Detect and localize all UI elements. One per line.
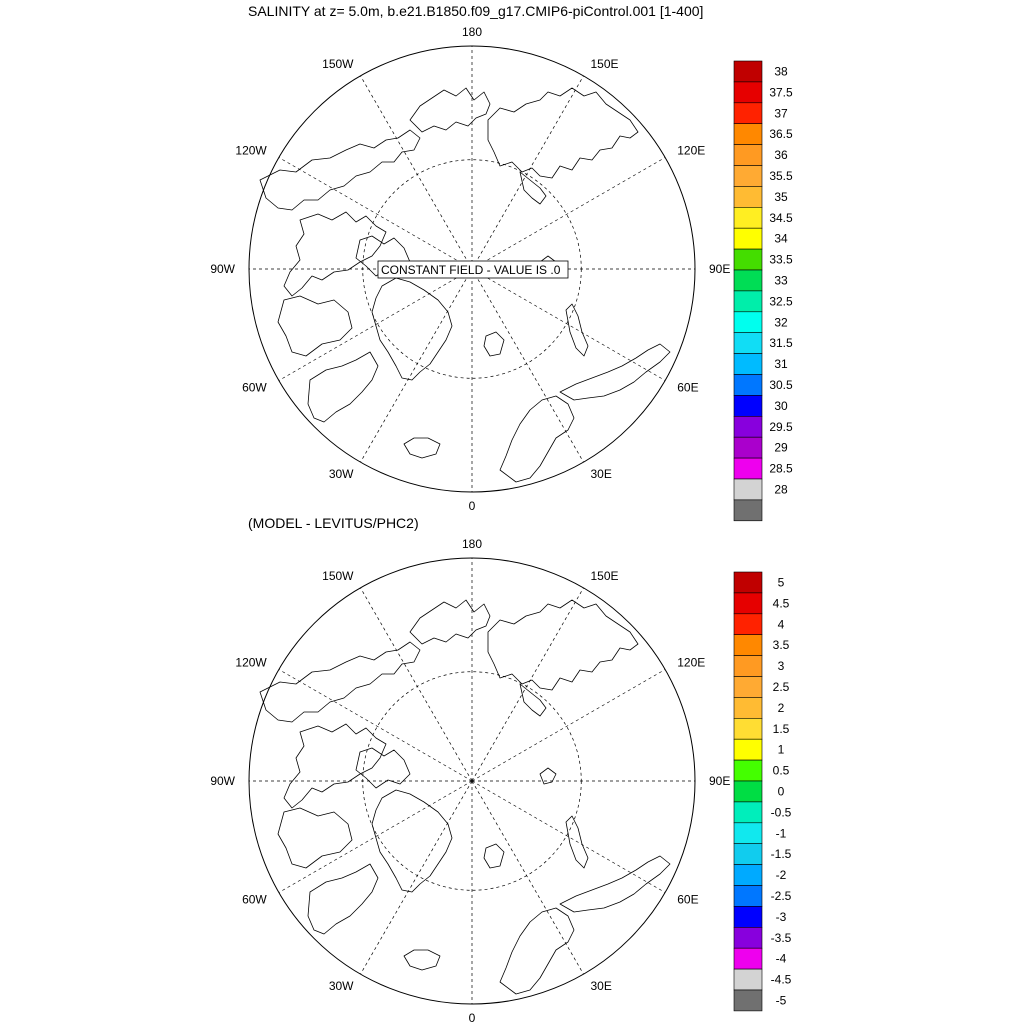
colorbar-swatch xyxy=(734,207,762,228)
colorbar-swatch xyxy=(734,82,762,103)
colorbar-label: -0.5 xyxy=(770,805,792,820)
coastline-iceland xyxy=(404,438,440,458)
colorbar-swatch xyxy=(734,145,762,166)
meridian-line xyxy=(472,269,584,462)
colorbar-label: 2 xyxy=(777,700,785,715)
coastline-alaska xyxy=(260,130,420,210)
lon-label: 150E xyxy=(590,568,619,583)
coastline-labrador xyxy=(308,352,378,422)
colorbar-label: 36 xyxy=(774,148,788,163)
coastline-hudson-bay xyxy=(278,296,352,356)
lon-label: 90W xyxy=(210,262,235,276)
colorbar-swatch xyxy=(734,739,762,760)
colorbar-label: 34 xyxy=(774,231,788,246)
colorbar-label: 36.5 xyxy=(769,127,793,142)
colorbar-label: 32.5 xyxy=(769,294,793,309)
meridian-line xyxy=(361,269,473,462)
panel-top xyxy=(210,3,793,521)
lon-label: 0 xyxy=(468,1011,476,1024)
colorbar-label: 2.5 xyxy=(772,679,790,694)
colorbar-label: 29.5 xyxy=(769,419,793,434)
colorbar-label: 33.5 xyxy=(769,252,793,267)
colorbar-label: 35 xyxy=(774,189,788,204)
meridian-line xyxy=(361,588,473,781)
polar-map-top xyxy=(210,25,730,513)
colorbar-swatch xyxy=(734,291,762,312)
lon-label: 90E xyxy=(709,774,731,788)
colorbar-swatch xyxy=(734,312,762,333)
colorbar-label: 1.5 xyxy=(772,721,790,736)
colorbar-swatch xyxy=(734,61,762,82)
coastline-canadian-archipelago xyxy=(356,748,410,788)
lon-label: 120E xyxy=(677,143,706,158)
coastline-hudson-bay xyxy=(278,808,352,868)
colorbar-swatch xyxy=(734,270,762,291)
colorbar-swatch xyxy=(734,458,762,479)
lon-label: 120W xyxy=(235,143,267,158)
colorbar-swatch xyxy=(734,906,762,927)
colorbar-label: 37.5 xyxy=(769,85,793,100)
constant-field-label xyxy=(378,261,568,278)
coastline-kola-russia xyxy=(560,856,670,912)
colorbar-swatch xyxy=(734,416,762,437)
panel-bottom-title: (MODEL - LEVITUS/PHC2) xyxy=(248,515,419,531)
colorbar-swatch xyxy=(734,823,762,844)
colorbar-label: 29 xyxy=(774,440,788,455)
lon-label: 90E xyxy=(709,262,731,276)
colorbar-swatch xyxy=(734,677,762,698)
coastline-svalbard xyxy=(484,332,504,356)
meridian-line xyxy=(472,588,584,781)
meridian-line xyxy=(472,670,665,782)
coastline-greenland xyxy=(372,790,452,892)
colorbar-swatch xyxy=(734,500,762,521)
colorbar-label: 35.5 xyxy=(769,168,793,183)
colorbar-swatch xyxy=(734,593,762,614)
colorbar-label: 4 xyxy=(777,617,785,632)
coastline-greenland xyxy=(372,278,452,380)
lon-label: 150E xyxy=(590,56,619,71)
lon-label: 180 xyxy=(461,537,483,551)
coastline-labrador xyxy=(308,864,378,934)
graticule-bottom xyxy=(249,558,695,1004)
constant-field-text: CONSTANT FIELD - VALUE IS .0 xyxy=(381,263,561,277)
colorbar-top xyxy=(734,61,793,521)
colorbar-label: 3.5 xyxy=(772,638,790,653)
colorbar-swatch xyxy=(734,354,762,375)
lon-label: 150W xyxy=(322,56,354,71)
lon-label: 120E xyxy=(677,655,706,670)
colorbar-label: 31 xyxy=(774,357,788,372)
colorbar-swatch xyxy=(734,103,762,124)
colorbar-label: 1 xyxy=(777,742,785,757)
coastline-taymyr xyxy=(520,172,546,204)
meridian-line xyxy=(472,76,584,269)
meridian-line xyxy=(361,76,473,269)
colorbar-bottom xyxy=(734,572,792,1011)
colorbar-swatch xyxy=(734,333,762,354)
colorbar-swatch xyxy=(734,635,762,656)
lon-label: 30E xyxy=(590,467,612,482)
colorbar-label: 32 xyxy=(774,315,788,330)
colorbar-swatch xyxy=(734,886,762,907)
colorbar-swatch xyxy=(734,969,762,990)
colorbar-swatch xyxy=(734,249,762,270)
colorbar-label: -1 xyxy=(775,826,787,841)
coastline-siberia xyxy=(488,88,638,178)
colorbar-swatch xyxy=(734,760,762,781)
polar-map-bottom xyxy=(210,537,730,1024)
panel-top-title: SALINITY at z= 5.0m, b.e21.B1850.f09_g17.CMIP6-piControl.001 [1-400] xyxy=(248,3,704,19)
colorbar-label: 28.5 xyxy=(769,461,793,476)
colorbar-label: 0.5 xyxy=(772,763,790,778)
colorbar-swatch xyxy=(734,166,762,187)
colorbar-swatch xyxy=(734,948,762,969)
colorbar-swatch xyxy=(734,228,762,249)
colorbar-label: -5 xyxy=(775,993,787,1008)
colorbar-swatch xyxy=(734,927,762,948)
coastline-kola-russia xyxy=(560,344,670,400)
coastlines-top xyxy=(260,88,670,482)
meridian-line xyxy=(361,781,473,974)
colorbar-label: 34.5 xyxy=(769,210,793,225)
colorbar-swatch xyxy=(734,572,762,593)
colorbar-label: 4.5 xyxy=(772,596,790,611)
coastline-franz-josef xyxy=(540,768,556,784)
colorbar-label: 30.5 xyxy=(769,377,793,392)
colorbar-label: -2.5 xyxy=(770,888,792,903)
coastline-scandinavia xyxy=(500,908,574,994)
colorbar-label: -3.5 xyxy=(770,930,792,945)
coastlines-bottom xyxy=(260,600,670,994)
panel-bottom xyxy=(210,515,791,1024)
colorbar-label: -1.5 xyxy=(770,847,792,862)
colorbar-swatch xyxy=(734,781,762,802)
colorbar-swatch xyxy=(734,990,762,1011)
colorbar-label: -3 xyxy=(775,909,787,924)
coastline-east-siberia xyxy=(410,88,490,132)
colorbar-swatch xyxy=(734,479,762,500)
lon-label: 30E xyxy=(590,979,612,994)
coastline-iceland xyxy=(404,950,440,970)
colorbar-swatch xyxy=(734,844,762,865)
colorbar-swatch xyxy=(734,437,762,458)
lon-label: 30W xyxy=(328,467,354,482)
lon-label: 60E xyxy=(677,380,699,395)
colorbar-label: 28 xyxy=(774,482,788,497)
colorbar-swatch xyxy=(734,395,762,416)
colorbar-swatch xyxy=(734,375,762,396)
lon-label: 60W xyxy=(242,892,267,907)
lon-label: 60W xyxy=(242,380,267,395)
coastline-east-siberia xyxy=(410,600,490,644)
lon-labels-bottom xyxy=(210,537,730,1024)
colorbar-label: 38 xyxy=(774,64,788,79)
coastline-scandinavia xyxy=(500,396,574,482)
colorbar-label: 33 xyxy=(774,273,788,288)
colorbar-swatch xyxy=(734,718,762,739)
colorbar-label: 37 xyxy=(774,106,788,121)
colorbar-label: -2 xyxy=(775,868,787,883)
lon-label: 120W xyxy=(235,655,267,670)
colorbar-swatch xyxy=(734,186,762,207)
colorbar-label: 31.5 xyxy=(769,336,793,351)
coastline-canada-north xyxy=(284,724,386,808)
colorbar-swatch xyxy=(734,614,762,635)
meridian-line xyxy=(472,781,584,974)
coastline-alaska xyxy=(260,642,420,722)
coastline-canada-north xyxy=(284,212,386,296)
colorbar-label: 0 xyxy=(777,784,785,799)
colorbar-label: 3 xyxy=(777,659,785,674)
colorbar-label: 5 xyxy=(777,575,785,590)
lon-label: 30W xyxy=(328,979,354,994)
colorbar-swatch xyxy=(734,865,762,886)
colorbar-label: -4 xyxy=(775,951,787,966)
coastline-siberia xyxy=(488,600,638,690)
lon-label: 60E xyxy=(677,892,699,907)
colorbar-label: 30 xyxy=(774,398,788,413)
coastline-svalbard xyxy=(484,844,504,868)
lon-label: 180 xyxy=(461,25,483,39)
lon-label: 150W xyxy=(322,568,354,583)
lon-label: 90W xyxy=(210,774,235,788)
coastline-taymyr xyxy=(520,684,546,716)
colorbar-swatch xyxy=(734,124,762,145)
meridian-line xyxy=(472,158,665,270)
lon-label: 0 xyxy=(468,499,476,513)
colorbar-swatch xyxy=(734,697,762,718)
colorbar-label: -4.5 xyxy=(770,972,792,987)
colorbar-swatch xyxy=(734,656,762,677)
colorbar-swatch xyxy=(734,802,762,823)
